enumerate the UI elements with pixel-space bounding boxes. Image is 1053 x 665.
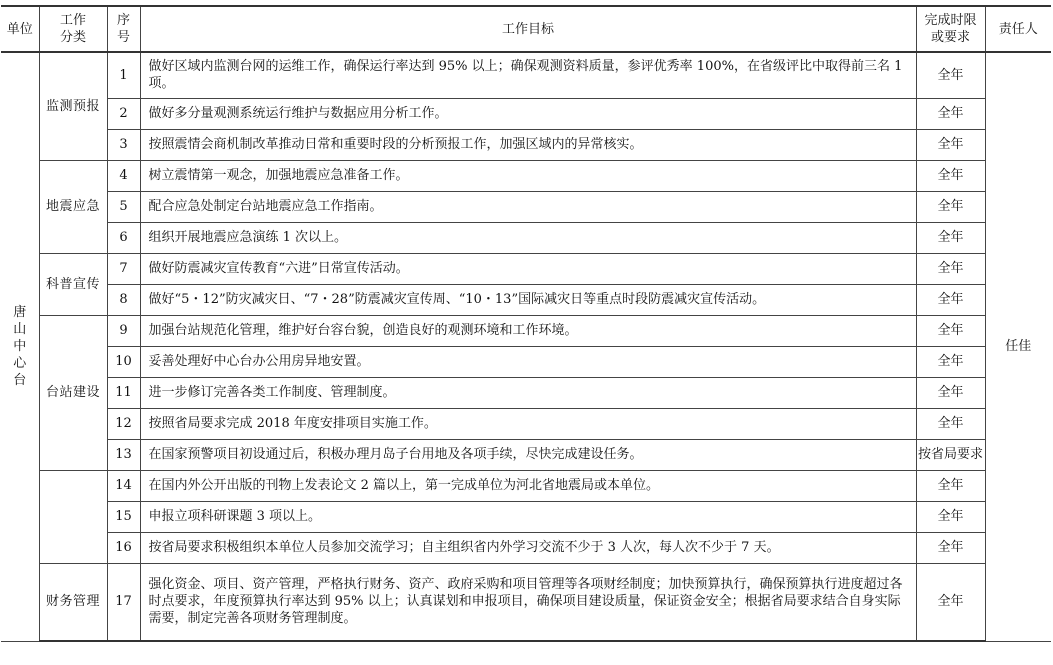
row-number: 12 <box>107 408 140 439</box>
header-unit: 单位 <box>1 6 39 52</box>
header-goal: 工作目标 <box>140 6 916 52</box>
goal-text: 在国内外公开出版的刊物上发表论文 2 篇以上，第一完成单位为河北省地震局或本单位。 <box>140 470 916 501</box>
deadline-text: 全年 <box>916 222 985 253</box>
deadline-text: 全年 <box>916 470 985 501</box>
row-number: 8 <box>107 284 140 315</box>
goal-text: 在国家预警项目初设通过后，积极办理月岛子台用地及各项手续，尽快完成建设任务。 <box>140 439 916 470</box>
goal-text: 进一步修订完善各类工作制度、管理制度。 <box>140 377 916 408</box>
table-row <box>1 470 1051 501</box>
header-number: 序号 <box>107 6 140 52</box>
row-number: 5 <box>107 191 140 222</box>
category-cell: 地震应急 <box>39 160 107 253</box>
deadline-text: 全年 <box>916 408 985 439</box>
table-row <box>1 315 1051 346</box>
work-goals-table <box>1 5 1051 642</box>
row-number: 2 <box>107 98 140 129</box>
deadline-text: 全年 <box>916 532 985 563</box>
table-row <box>1 222 1051 253</box>
responsible-cell: 任佳 <box>985 52 1051 641</box>
deadline-text: 按省局要求 <box>916 439 985 470</box>
row-number: 6 <box>107 222 140 253</box>
header-row <box>1 6 1051 52</box>
goal-text: 按照震情会商机制改革推动日常和重要时段的分析预报工作，加强区域内的异常核实。 <box>140 129 916 160</box>
row-number: 14 <box>107 470 140 501</box>
unit-name-char: 心 <box>13 356 27 372</box>
table-row <box>1 98 1051 129</box>
table-row <box>1 284 1051 315</box>
category-cell: 财务管理 <box>39 563 107 641</box>
table-row <box>1 191 1051 222</box>
header-responsible: 责任人 <box>985 6 1051 52</box>
deadline-text: 全年 <box>916 315 985 346</box>
goal-text: 树立震情第一观念，加强地震应急准备工作。 <box>140 160 916 191</box>
table-row <box>1 129 1051 160</box>
table-row <box>1 532 1051 563</box>
goal-text: 申报立项科研课题 3 项以上。 <box>140 501 916 532</box>
goal-text: 加强台站规范化管理，维护好台容台貌，创造良好的观测环境和工作环境。 <box>140 315 916 346</box>
goal-text: 做好防震减灾宣传教育“六进”日常宣传活动。 <box>140 253 916 284</box>
goal-text: 做好多分量观测系统运行维护与数据应用分析工作。 <box>140 98 916 129</box>
table-row <box>1 439 1051 470</box>
unit-name-char: 唐 <box>13 305 27 321</box>
row-number: 9 <box>107 315 140 346</box>
deadline-text: 全年 <box>916 52 985 98</box>
deadline-text: 全年 <box>916 563 985 641</box>
unit-cell <box>1 52 39 641</box>
row-number: 17 <box>107 563 140 641</box>
table-row <box>1 52 1051 98</box>
header-deadline: 完成时限 或要求 <box>916 6 985 52</box>
deadline-text: 全年 <box>916 501 985 532</box>
table-row <box>1 408 1051 439</box>
goal-text: 强化资金、项目、资产管理，严格执行财务、资产、政府采购和项目管理等各项财经制度；加快预算执行，确保预算执行进度超过各时点要求，年度预算执行率达到 95% 以上；认真谋划和申报项目，确保项目建设质量，保证资金安全；根据省局要求结合自身实际需要，制定完善各项财务管理制度。 <box>140 563 916 641</box>
goal-text: 按照省局要求完成 2018 年度安排项目实施工作。 <box>140 408 916 439</box>
deadline-text: 全年 <box>916 98 985 129</box>
goal-text: 做好区域内监测台网的运维工作，确保运行率达到 95% 以上；确保观测资料质量，参评优秀率 100%，在省级评比中取得前三名 1 项。 <box>140 52 916 98</box>
category-cell: 监测预报 <box>39 52 107 160</box>
goal-text: 配合应急处制定台站地震应急工作指南。 <box>140 191 916 222</box>
table-row <box>1 253 1051 284</box>
deadline-text: 全年 <box>916 253 985 284</box>
deadline-text: 全年 <box>916 377 985 408</box>
unit-name-char: 山 <box>13 322 27 338</box>
row-number: 4 <box>107 160 140 191</box>
row-number: 16 <box>107 532 140 563</box>
deadline-text: 全年 <box>916 129 985 160</box>
header-category: 工作 分类 <box>39 6 107 52</box>
goal-text: 妥善处理好中心台办公用房异地安置。 <box>140 346 916 377</box>
row-number: 11 <box>107 377 140 408</box>
deadline-text: 全年 <box>916 160 985 191</box>
table-row <box>1 501 1051 532</box>
row-number: 3 <box>107 129 140 160</box>
deadline-text: 全年 <box>916 346 985 377</box>
row-number: 13 <box>107 439 140 470</box>
unit-name <box>7 304 33 389</box>
category-cell: 台站建设 <box>39 315 107 470</box>
deadline-text: 全年 <box>916 284 985 315</box>
row-number: 1 <box>107 52 140 98</box>
unit-name-char: 台 <box>13 373 27 389</box>
row-number: 10 <box>107 346 140 377</box>
deadline-text: 全年 <box>916 191 985 222</box>
table-row <box>1 563 1051 641</box>
category-cell <box>39 470 107 563</box>
table-row <box>1 160 1051 191</box>
goal-text: 按省局要求积极组织本单位人员参加交流学习；自主组织省内外学习交流不少于 3 人次，每人次不少于 7 天。 <box>140 532 916 563</box>
row-number: 15 <box>107 501 140 532</box>
table-row <box>1 346 1051 377</box>
category-cell: 科普宣传 <box>39 253 107 315</box>
goal-text: 组织开展地震应急演练 1 次以上。 <box>140 222 916 253</box>
row-number: 7 <box>107 253 140 284</box>
goal-text: 做好“5・12”防灾减灾日、“7・28”防震减灾宣传周、“10・13”国际减灾日等重点时段防震减灾宣传活动。 <box>140 284 916 315</box>
unit-name-char: 中 <box>13 339 27 355</box>
table-row <box>1 377 1051 408</box>
